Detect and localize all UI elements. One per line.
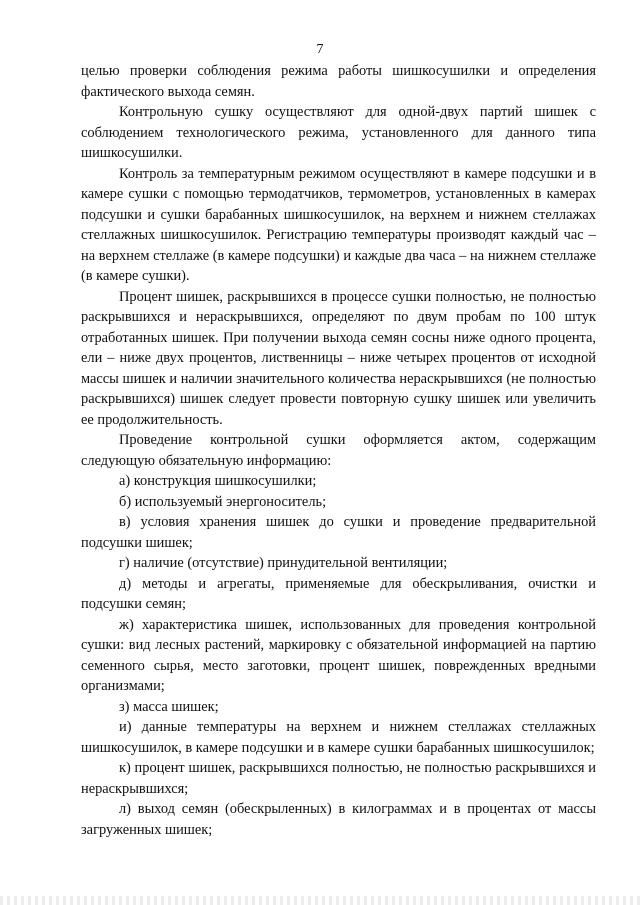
page-number: 7 <box>316 42 324 57</box>
paragraph-continuation: целью проверки соблюдения режима работы шишкосушилки и определения фактического выхода семян. <box>81 63 596 100</box>
list-item-b: б) используемый энергоноситель; <box>119 493 327 510</box>
list-item-k: к) процент шишек, раскрывшихся полностью, не полностью раскрывшихся и нераскрывшихся; <box>81 760 596 797</box>
list-item-d: д) методы и агрегаты, применяемые для обескрыливания, очистки и подсушки семян; <box>81 575 596 612</box>
list-item-a: а) конструкция шишкосушилки; <box>119 473 317 489</box>
scan-edge-artifact <box>0 896 640 905</box>
body-text <box>81 61 596 840</box>
paragraph-control-drying: Контрольную сушку осуществляют для одной-двух партий шишек с соблюдением технологического режима, установленного для данного типа шишкосушилки. <box>81 104 596 161</box>
list-item-z: з) масса шишек; <box>119 698 219 715</box>
list-item-g: г) наличие (отсутствие) принудительной вентиляции; <box>119 555 448 571</box>
list-item-l: л) выход семян (обескрыленных) в килограммах и в процентах от массы загруженных шишек; <box>81 801 596 838</box>
paragraph-act-intro: Проведение контрольной сушки оформляется актом, содержащим следующую обязательную информацию: <box>81 432 596 469</box>
paragraph-cone-percentage: Процент шишек, раскрывшихся в процессе сушки полностью, не полностью раскрывшихся и нераскрывшихся, определяют по двум пробам по 100 штук отработанных шишек. При получении выхода семян сосны ниже одного процента, ели – ниже двух процентов, лиственницы – ниже четырех процентов от исходной массы шишек и наличии значительного количества нераскрывшихся (не полностью раскрывшихся) шишек следует провести повторную сушку шишек или увеличить ее продолжительность. <box>81 288 596 428</box>
list-item-zh: ж) характеристика шишек, использованных для проведения контрольной сушки: вид лесных растений, маркировку с обязательной информацией на партию семенного сырья, место заготовки, процент шишек, поврежденных вредными организмами; <box>81 616 596 694</box>
list-item-v: в) условия хранения шишек до сушки и проведение предварительной подсушки шишек; <box>81 514 596 551</box>
list-item-i: и) данные температуры на верхнем и нижнем стеллажах стеллажных шишкосушилок, в камере подсушки и в камере сушки барабанных шишкосушилок; <box>81 719 596 756</box>
paragraph-temperature-control: Контроль за температурным режимом осуществляют в камере подсушки и в камере сушки с помощью термодатчиков, термометров, установленных в камерах подсушки и сушки барабанных шишкосушилок, на верхнем и нижнем стеллажах стеллажных шишкосушилок. Регистрацию температуры производят каждый час – на верхнем стеллаже (в камере подсушки) и каждые два часа – на нижнем стеллаже (в камере сушки). <box>81 165 596 284</box>
